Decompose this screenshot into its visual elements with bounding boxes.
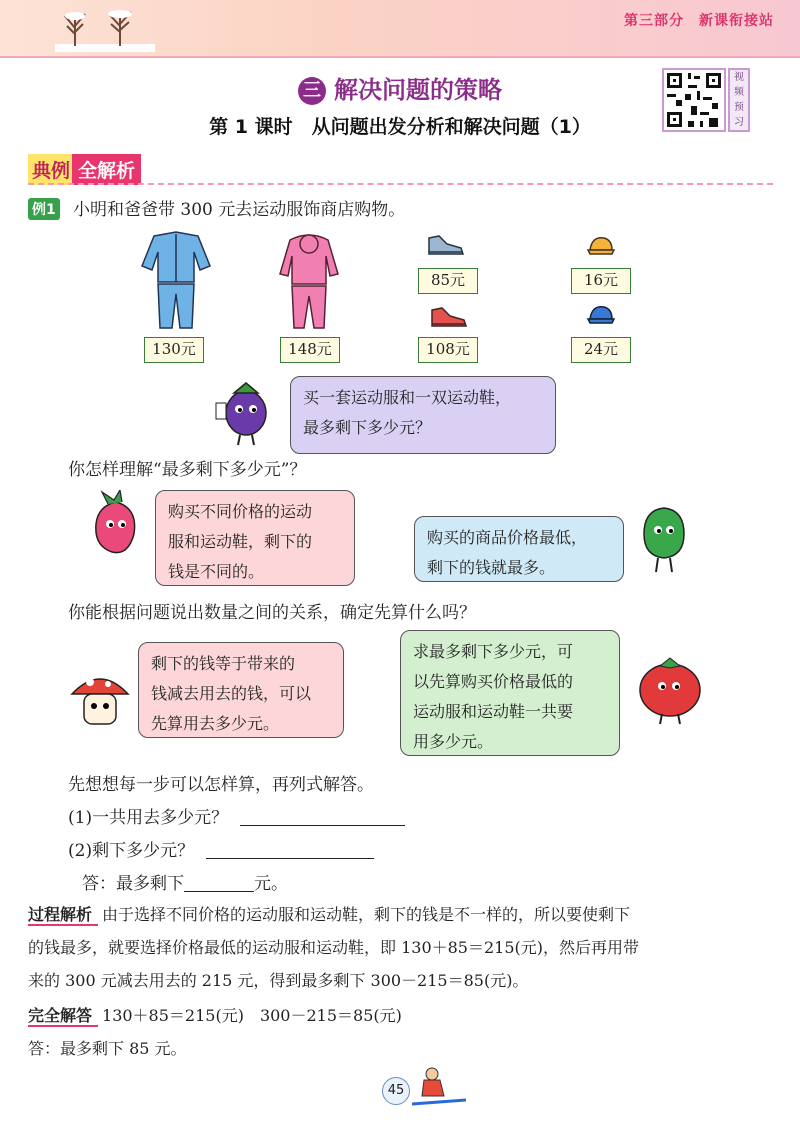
question-2: 你能根据问题说出数量之间的关系，确定先算什么吗？	[68, 603, 476, 623]
step-1	[68, 803, 405, 828]
qr-side-char: 视	[734, 72, 744, 83]
bubble-line: 以先算购买价格最低的	[413, 672, 574, 691]
top-banner	[0, 0, 800, 58]
mushroom-character-icon	[66, 664, 134, 736]
blue-tracksuit-icon	[140, 230, 212, 330]
solution-formula: 130＋85＝215(元) 300－215＝85(元)	[102, 1006, 402, 1025]
bubble-line: 剩下的钱就最多。	[427, 558, 556, 577]
chapter-title-text: 解决问题的策略	[334, 76, 502, 104]
price-tag-shoe1: 85元	[418, 268, 478, 294]
price-tag-shoe2: 108元	[418, 337, 478, 363]
steps-intro: 先想想每一步可以怎样算，再列式解答。	[68, 775, 374, 795]
lesson-title: 第 1 课时 从问题出发分析和解决问题（1）	[209, 116, 591, 138]
example-label: 例1	[28, 198, 60, 220]
bubble-line: 最多剩下多少元？	[303, 418, 432, 437]
bubble-line: 钱是不同的。	[168, 562, 265, 581]
bubble-line: 先算用去多少元。	[151, 714, 280, 733]
radish-character-icon	[82, 490, 150, 562]
qr-side-char: 预	[734, 102, 744, 113]
solution-label: 完全解答	[28, 1006, 98, 1027]
bubble-line: 购买不同价格的运动	[168, 502, 313, 521]
bubble-line: 剩下的钱等于带来的	[151, 654, 296, 673]
question-1: 你怎样理解“最多剩下多少元”？	[68, 460, 307, 480]
bubble-line: 求最多剩下多少元，可	[413, 642, 574, 661]
pink-tracksuit-icon	[276, 230, 342, 330]
step-2	[68, 836, 374, 861]
bubble-line: 用多少元。	[413, 732, 494, 751]
page-number: 45	[382, 1077, 410, 1105]
section-tag-b: 全解析	[72, 154, 141, 185]
mushroom-bubble	[138, 642, 344, 738]
question-bubble	[290, 376, 556, 454]
yellow-cap-icon	[586, 234, 616, 258]
analysis-label: 过程解析	[28, 905, 98, 926]
analysis-block	[28, 898, 776, 997]
tomato-bubble	[400, 630, 620, 756]
section-tag	[28, 154, 141, 185]
analysis-text: 由于选择不同价格的运动服和运动鞋，剩下的钱是不一样的，所以要使剩下	[102, 905, 631, 924]
section-label: 第三部分 新课衔接站	[624, 13, 774, 29]
price-tag-jacket-blue: 130元	[144, 337, 204, 363]
pepper-bubble	[414, 516, 624, 582]
qr-code[interactable]	[662, 68, 726, 132]
example-text: 小明和爸爸带 300 元去运动服饰商店购物。	[73, 200, 406, 220]
analysis-line-1	[28, 898, 776, 931]
qr-side-char: 频	[734, 87, 744, 98]
qr-side-char: 习	[734, 117, 744, 128]
divider	[28, 183, 773, 185]
price-tag-cap2: 24元	[571, 337, 631, 363]
answer-suffix: 元。	[254, 874, 288, 894]
bubble-line: 买一套运动服和一双运动鞋，	[303, 388, 512, 407]
solution-answer: 答：最多剩下 85 元。	[28, 1039, 187, 1058]
bubble-line: 购买的商品价格最低，	[427, 528, 588, 547]
step-2-text: (2)剩下多少元？	[68, 841, 195, 861]
solution-block	[28, 999, 776, 1065]
qr-code-icon	[664, 70, 724, 130]
step-answer	[82, 869, 288, 894]
blue-cap-icon	[586, 303, 616, 327]
step-1-answer-blank[interactable]	[240, 808, 405, 826]
red-sneaker-icon	[428, 302, 468, 330]
qr-side-label	[728, 68, 750, 132]
price-tag-jacket-pink: 148元	[280, 337, 340, 363]
radish-bubble	[155, 490, 355, 586]
chapter-badge: 三	[298, 77, 326, 105]
answer-prefix: 答：最多剩下	[82, 874, 184, 894]
analysis-line-3: 来的 300 元减去用去的 215 元，得到最多剩下 300－215＝85(元)。	[28, 971, 529, 990]
step-2-answer-blank[interactable]	[206, 841, 374, 859]
bubble-line: 钱减去用去的钱，可以	[151, 684, 312, 703]
bubble-line: 服和运动鞋，剩下的	[168, 532, 313, 551]
final-answer-blank[interactable]	[184, 874, 254, 892]
bubble-line: 运动服和运动鞋一共要	[413, 702, 574, 721]
analysis-line-2: 的钱最多，就要选择价格最低的运动服和运动鞋，即 130＋85＝215(元)，然后再用带	[28, 938, 640, 957]
tomato-character-icon	[632, 654, 708, 726]
pepper-character-icon	[632, 500, 696, 576]
price-tag-cap1: 16元	[571, 268, 631, 294]
step-1-text: (1)一共用去多少元？	[68, 808, 229, 828]
section-tag-a: 典例	[28, 154, 74, 185]
skier-illustration	[410, 1064, 470, 1110]
sneaker-icon	[425, 230, 465, 258]
eggplant-character-icon	[214, 375, 278, 447]
winter-trees-illustration	[55, 6, 155, 52]
solution-line	[28, 999, 776, 1032]
